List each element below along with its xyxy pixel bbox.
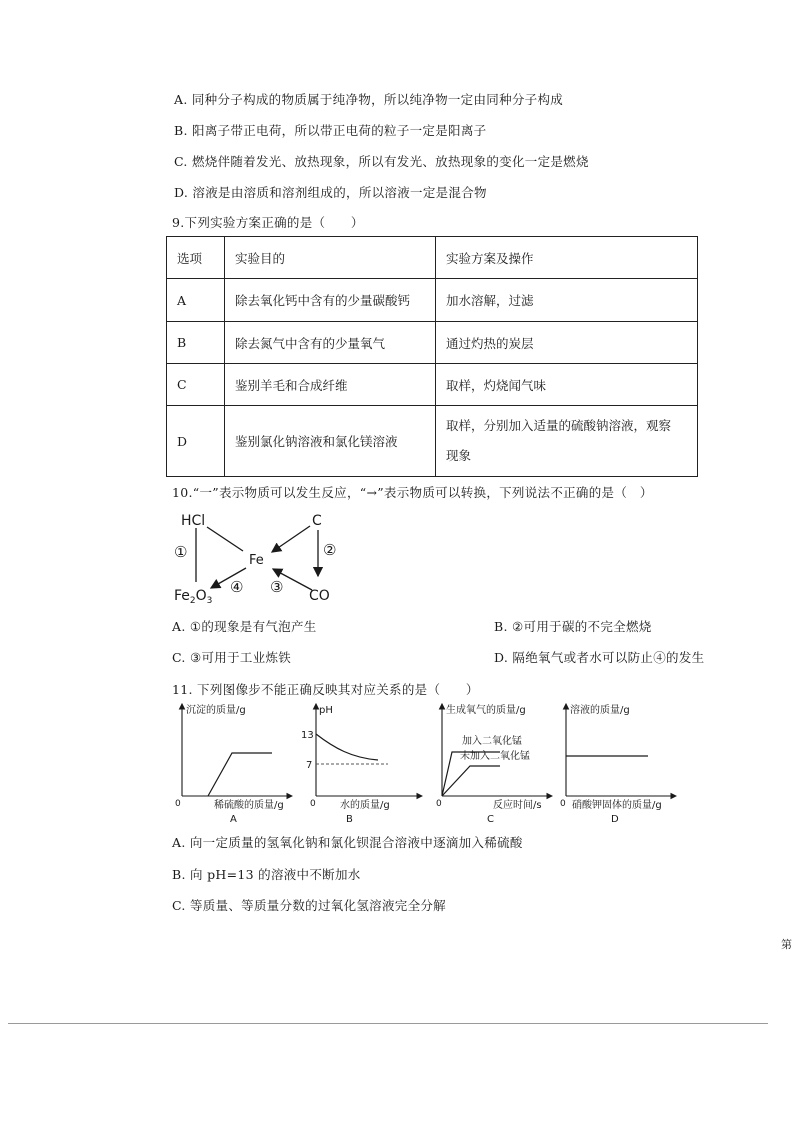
- q10-stem: 10.“一”表示物质可以发生反应，“→”表示物质可以转换，下列说法不正确的是（ ）: [172, 485, 653, 500]
- q8-option-d: D. 溶液是由溶质和溶剂组成的，所以溶液一定是混合物: [174, 185, 487, 200]
- graph-c-label-without: 未加入二氧化锰: [460, 751, 530, 762]
- graph-d-xlabel: 硝酸钾固体的质量/g: [572, 800, 662, 811]
- q8-option-c: C. 燃烧伴随着发光、放热现象，所以有发光、放热现象的变化一定是燃烧: [174, 154, 589, 169]
- label-c: C: [312, 513, 322, 529]
- graph-d: [560, 703, 676, 825]
- graph-a-xlabel: 稀硫酸的质量/g: [214, 800, 284, 811]
- q11-graphs: [170, 696, 680, 828]
- row-goal: 鉴别羊毛和合成纤维: [225, 364, 436, 406]
- graph-c-origin: 0: [436, 799, 442, 809]
- curve-a: [208, 753, 272, 796]
- row-plan: 加水溶解，过滤: [436, 279, 698, 322]
- row-option: A: [167, 279, 225, 322]
- graph-b-tick-7: 7: [306, 760, 313, 771]
- header-option: 选项: [167, 237, 225, 279]
- header-goal: 实验目的: [225, 237, 436, 279]
- graph-b-origin: 0: [310, 799, 316, 809]
- graph-d-ylabel: 溶液的质量/g: [570, 705, 630, 716]
- graph-a: [175, 703, 292, 825]
- label-fe: Fe: [249, 553, 264, 568]
- graph-c-label-with: 加入二氧化锰: [462, 736, 522, 747]
- graph-a-letter: A: [230, 814, 237, 825]
- label-co: CO: [309, 588, 330, 604]
- q10-option-b: B. ②可用于碳的不完全燃烧: [494, 619, 652, 634]
- row-goal: 鉴别氯化钠溶液和氯化镁溶液: [225, 406, 436, 477]
- graph-a-ylabel: 沉淀的质量/g: [186, 705, 246, 716]
- row-goal: 除去氮气中含有的少量氧气: [225, 322, 436, 364]
- graph-c-xlabel: 反应时间/s: [493, 800, 542, 811]
- graph-a-origin: 0: [175, 799, 181, 809]
- marker-4: ④: [230, 578, 244, 596]
- row-option: C: [167, 364, 225, 406]
- q11-option-b: B. 向 pH=13 的溶液中不断加水: [172, 867, 361, 882]
- q8-option-a: A. 同种分子构成的物质属于纯净物，所以纯净物一定由同种分子构成: [174, 92, 564, 107]
- row-plan-line1: 取样，分别加入适量的硫酸钠溶液，观察: [446, 418, 672, 433]
- row-plan: 取样，灼烧闻气味: [436, 364, 698, 406]
- q11-option-c: C. 等质量、等质量分数的过氧化氢溶液完全分解: [172, 898, 446, 913]
- row-goal: 除去氧化钙中含有的少量碳酸钙: [225, 279, 436, 322]
- q10-option-d: D. 隔绝氧气或者水可以防止④的发生: [494, 650, 705, 665]
- curve-b: [316, 734, 378, 760]
- curve-c-without-mno2: [442, 766, 500, 796]
- row-plan: 通过灼热的炭层: [436, 322, 698, 364]
- row-plan-line2: 现象: [446, 448, 472, 463]
- row-option: B: [167, 322, 225, 364]
- graph-c-ylabel: 生成氧气的质量/g: [446, 705, 526, 716]
- marker-3: ③: [270, 578, 284, 596]
- label-fe2o3: $Fe_2O_3$: [174, 588, 213, 606]
- graph-d-origin: 0: [560, 799, 566, 809]
- marker-1: ①: [174, 543, 188, 561]
- line-hcl-fe: [207, 527, 243, 551]
- q10-option-a: A. ①的现象是有气泡产生: [172, 619, 317, 634]
- q8-option-b: B. 阳离子带正电荷，所以带正电荷的粒子一定是阳离子: [174, 123, 487, 138]
- graph-b: [301, 704, 422, 825]
- graph-b-letter: B: [346, 814, 353, 825]
- label-hcl: HCl: [181, 513, 206, 529]
- page-bottom-rule: [8, 1023, 768, 1024]
- graph-b-tick-13: 13: [301, 730, 314, 741]
- graph-c-letter: C: [487, 814, 494, 825]
- arrow-c-fe: [272, 526, 310, 552]
- graph-c: [436, 703, 552, 825]
- marker-2: ②: [323, 541, 337, 559]
- header-plan: 实验方案及操作: [436, 237, 698, 279]
- graph-d-letter: D: [611, 814, 619, 825]
- graph-b-ylabel: pH: [319, 705, 333, 716]
- row-option: D: [167, 406, 225, 477]
- q11-option-a: A. 向一定质量的氢氧化钠和氯化钡混合溶液中逐滴加入稀硫酸: [172, 835, 523, 850]
- graph-b-xlabel: 水的质量/g: [340, 800, 390, 811]
- q11-stem: 11. 下列图像步不能正确反映其对应关系的是（ ）: [172, 682, 479, 697]
- q9-stem: 9.下列实验方案正确的是（ ）: [172, 215, 364, 230]
- page-number-fragment: 第: [781, 938, 792, 951]
- q10-option-c: C. ③可用于工业炼铁: [172, 650, 292, 665]
